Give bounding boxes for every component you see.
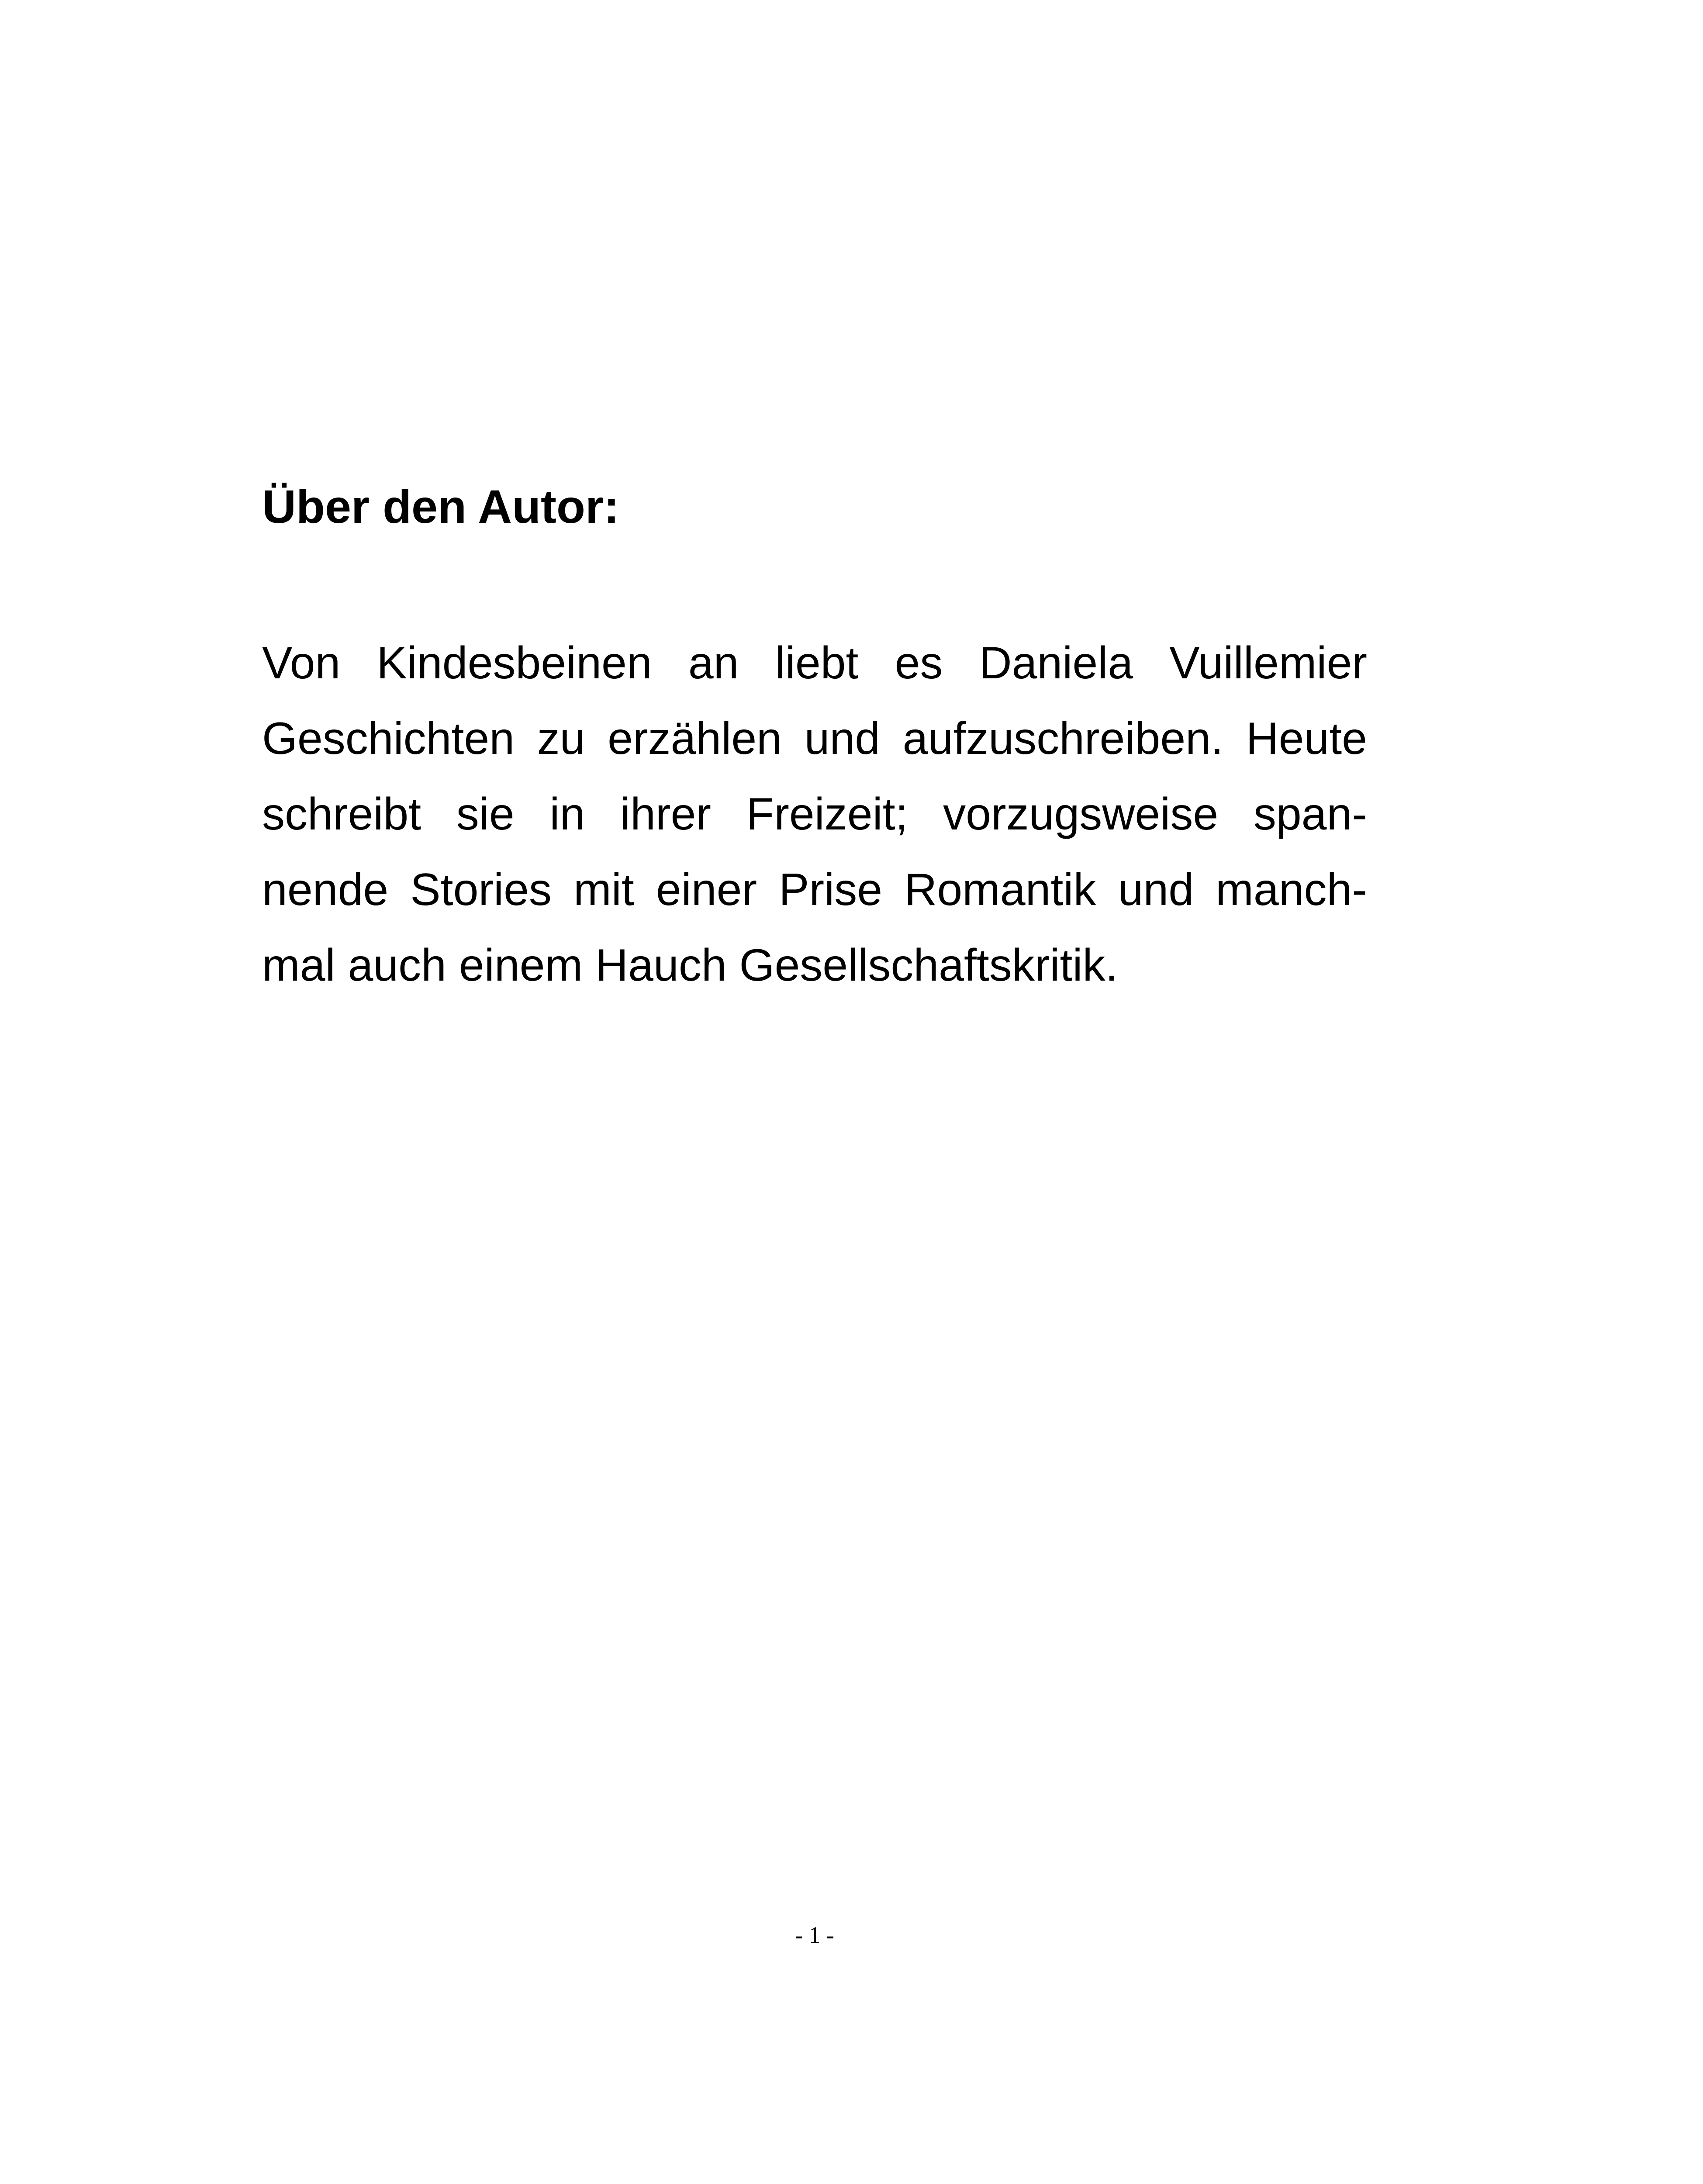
paragraph-line: schreibt sie in ihrer Freizeit; vorzugsweise span-: [262, 789, 1367, 840]
paragraph-line: nende Stories mit einer Prise Romantik und manch-: [262, 864, 1367, 915]
author-bio-paragraph: [262, 625, 1367, 1003]
page-number: - 1 -: [795, 1922, 834, 1948]
section-heading: Über den Autor:: [262, 480, 619, 533]
paragraph-line: Von Kindesbeinen an liebt es Daniela Vuillemier: [262, 638, 1367, 688]
paragraph-line: mal auch einem Hauch Gesellschaftskritik.: [262, 940, 1118, 991]
paragraph-line: Geschichten zu erzählen und aufzuschreiben. Heute: [262, 713, 1367, 764]
